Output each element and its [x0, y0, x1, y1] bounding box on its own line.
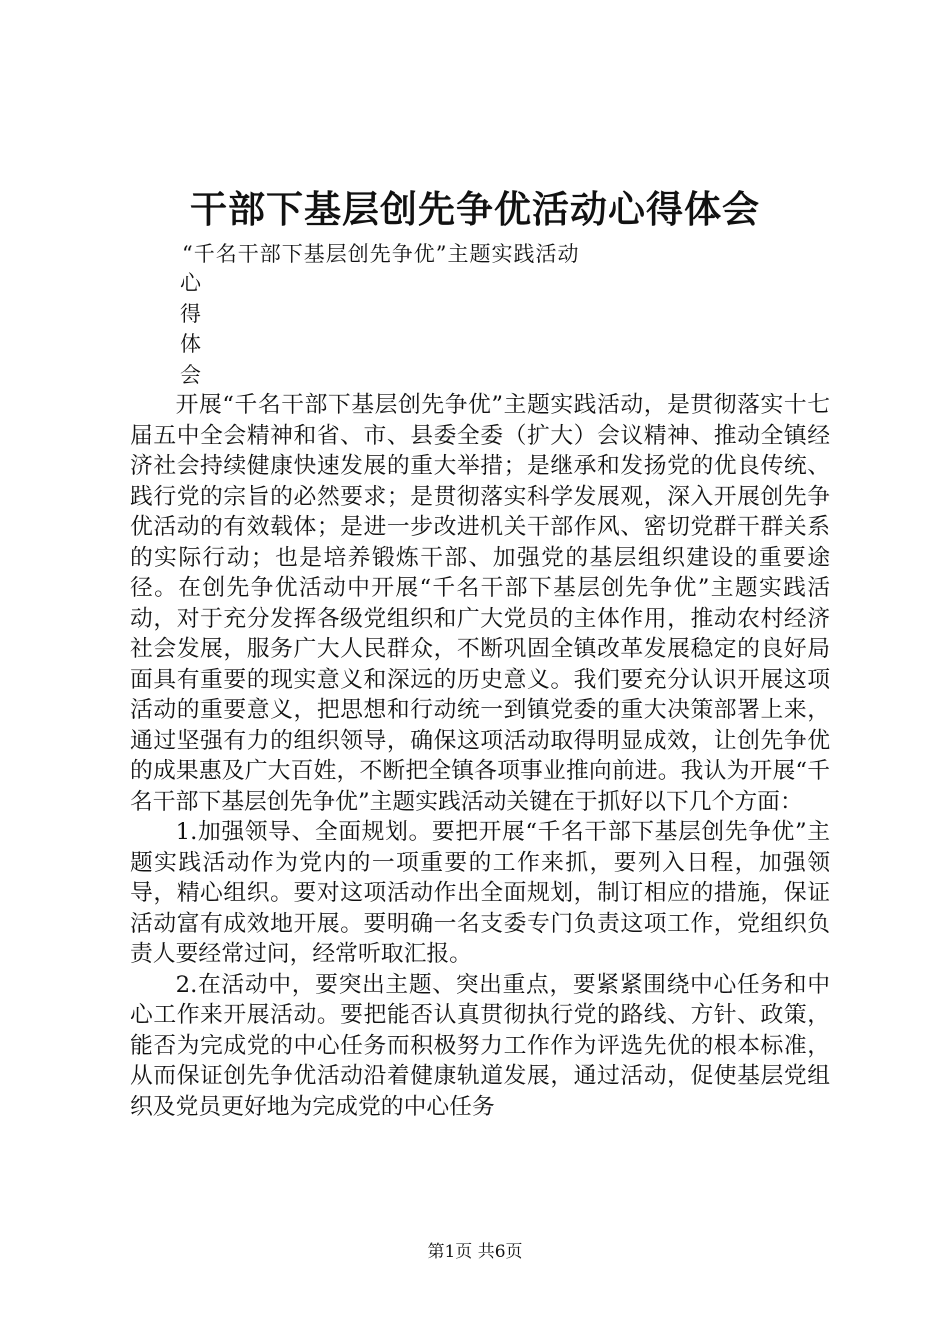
- paragraph-point-1: 1.加强领导、全面规划。要把开展“千名干部下基层创先争优”主题实践活动作为党内的一项重要的工作来抓，要列入日程，加强领导，精心组织。要对这项活动作出全面规划，制订相应的措施，保证活动富有成效地开展。要明确一名支委专门负责这项工作，党组织负责人要经常过问，经常听取汇报。: [130, 819, 830, 967]
- document-subtitle: “千名干部下基层创先争优”主题实践活动: [182, 242, 580, 266]
- vertical-heading: [180, 268, 210, 390]
- paragraph-intro: 开展“千名干部下基层创先争优”主题实践活动，是贯彻落实十七届五中全会精神和省、市、县委全委（扩大）会议精神、推动全镇经济社会持续健康快速发展的重大举措；是继承和发扬党的优良传统、践行党的宗旨的必然要求；是贯彻落实科学发展观，深入开展创先争优活动的有效载体；是进一步改进机关干部作风、密切党群干群关系的实际行动；也是培养锻炼干部、加强党的基层组织建设的重要途径。在创先争优活动中开展“千名干部下基层创先争优”主题实践活动，对于充分发挥各级党组织和广大党员的主体作用，推动农村经济社会发展，服务广大人民群众，不断巩固全镇改革发展稳定的良好局面具有重要的现实意义和深远的历史意义。我们要充分认识开展这项活动的重要意义，把思想和行动统一到镇党委的重大决策部署上来，通过坚强有力的组织领导，确保这项活动取得明显成效，让创先争优的成果惠及广大百姓，不断把全镇各项事业推向前进。我认为开展“千名干部下基层创先争优”主题实践活动关键在于抓好以下几个方面：: [130, 392, 830, 815]
- paragraph-point-2: 2.在活动中，要突出主题、突出重点，要紧紧围绕中心任务和中心工作来开展活动。要把能否认真贯彻执行党的路线、方针、政策，能否为完成党的中心任务而积极努力工作作为评选先优的根本标准，从而保证创先争优活动沿着健康轨道发展，通过活动，促使基层党组织及党员更好地为完成党的中心任务: [130, 971, 830, 1120]
- document-title: 干部下基层创先争优活动心得体会: [190, 187, 760, 231]
- vertical-char: 会: [180, 362, 201, 387]
- document-body: [130, 390, 830, 1122]
- page-footer: 第1页 共6页: [427, 1242, 523, 1262]
- vertical-char: 得: [180, 301, 201, 326]
- vertical-char: 心: [180, 271, 201, 295]
- vertical-char: 体: [180, 332, 201, 356]
